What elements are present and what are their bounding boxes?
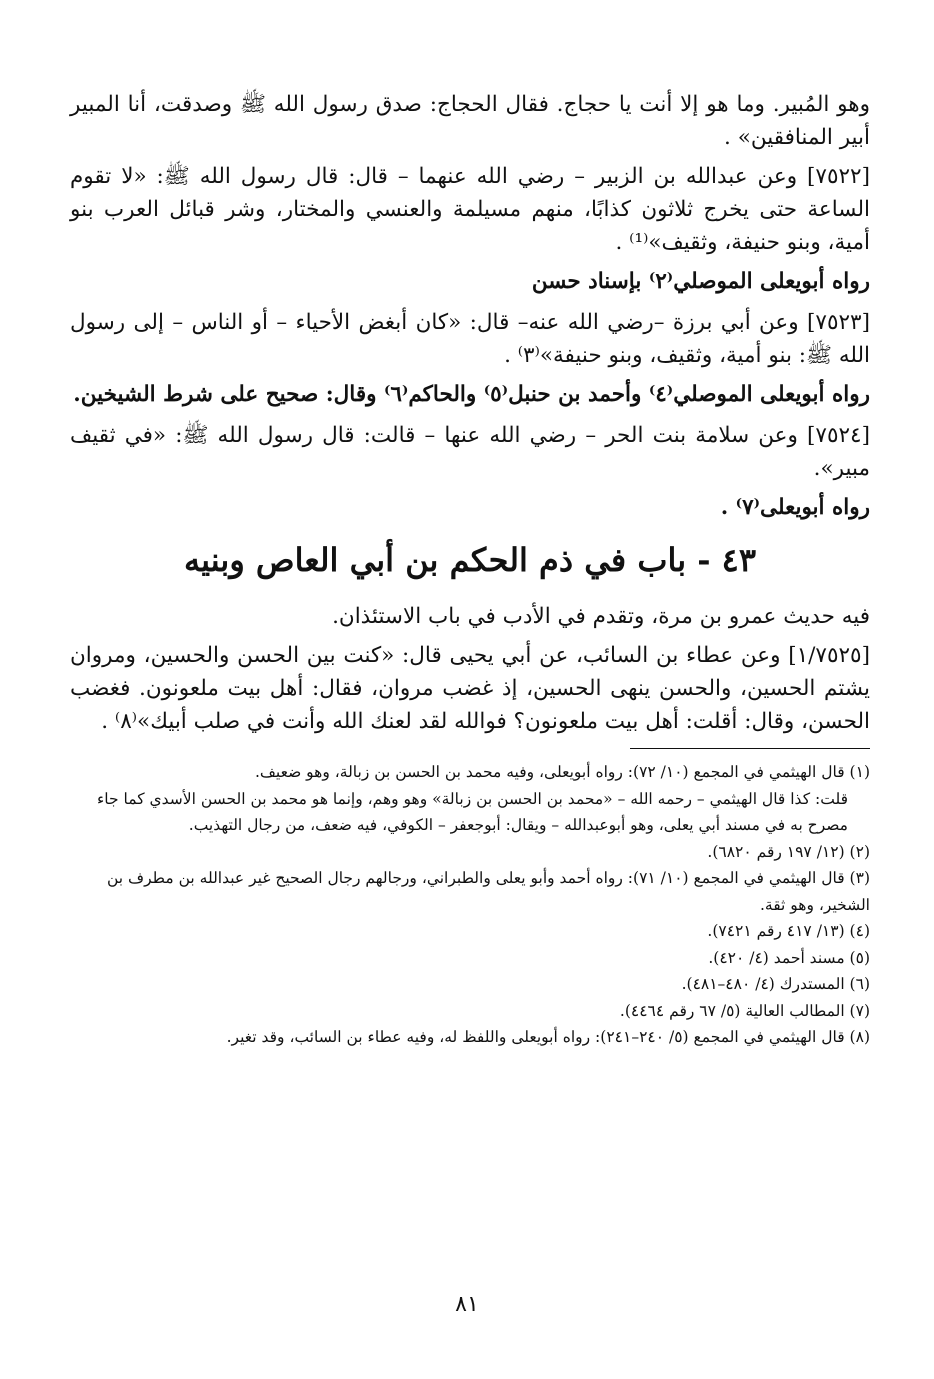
page-body [70,88,870,1051]
footnotes [70,759,870,1051]
paragraph-continuation: وهو المُبير. وما هو إلا أنت يا حجاج. فقال الحجاج: صدق رسول الله ﷺ وصدقت، أنا المبير أبير المنافقين» . [70,92,870,150]
footnote-3: (٣) قال الهيثمي في المجمع (١٠/ ٧١): رواه أحمد وأبو يعلى والطبراني، ورجالهم رجال الصحيح غير عبدالله بن مطرف بن الشخير، وهو ثقة. [107,869,870,914]
chapter-heading: ٤٣ - باب في ذم الحكم بن أبي العاص وبنيه [183,541,757,579]
footnote-8: (٨) قال الهيثمي في المجمع (٥/ ٢٤٠–٢٤١): رواه أبويعلى واللفظ له، وفيه عطاء بن السائب، وقد تغير. [226,1028,870,1046]
source-note-1: رواه أبويعلى الموصلي⁽٢⁾ بإسناد حسن [531,269,870,294]
footnote-separator [630,748,870,749]
source-note-3: رواه أبويعلى⁽٧⁾ . [720,495,870,520]
footnote-7: (٧) المطالب العالية (٥/ ٦٧ رقم ٤٤٦٤). [619,1001,870,1020]
footnote-5: (٥) مسند أحمد (٤/ ٤٢٠). [708,948,870,967]
hadith-7525: [١/٧٥٢٥] وعن عطاء بن السائب، عن أبي يحيى قال: «كنت بين الحسن والحسين، ومروان يشتم الحسين، والحسن ينهى الحسين، إذ غضب مروان، فقال: أهل بيت ملعونون. فغضب الحسن، وقال: أقلت: أهل بيت ملعونون؟ فوالله لقد لعنك الله وأنت في صلب أبيك»⁽٨⁾ . [70,643,870,734]
footnote-6: (٦) المستدرك (٤/ ٤٨٠–٤٨١). [681,975,870,993]
footnote-1: (١) قال الهيثمي في المجمع (١٠/ ٧٢): رواه أبويعلى، وفيه محمد بن الحسن بن زبالة، وهو ضعيف. [254,763,870,781]
hadith-7524: [٧٥٢٤] وعن سلامة بنت الحر – رضي الله عنها – قالت: قال رسول الله ﷺ: «في ثقيف مبير». [70,423,870,481]
page-number: ٨١ [455,1292,479,1317]
chapter-intro: فيه حديث عمرو بن مرة، وتقدم في الأدب في باب الاستئذان. [332,604,870,629]
footnote-2: (٢) (١٢/ ١٩٧ رقم ٦٨٢٠). [707,842,870,861]
footnote-1-continuation: قلت: كذا قال الهيثمي – رحمه الله – «محمد بن الحسن بن زبالة» وهو وهم، وإنما هو محمد بن الحسن الأسدي كما جاء مصرح به في مسند أبي يعلى، وهو أبوعبدالله – ويقال: أبوجعفر – الكوفي، فيه ضعف، من رجال التهذيب. [97,789,848,834]
footnote-4: (٤) (١٣/ ٤١٧ رقم ٧٤٢١). [707,922,870,940]
source-note-2: رواه أبويعلى الموصلي⁽٤⁾ وأحمد بن حنبل⁽٥⁾ والحاكم⁽٦⁾ وقال: صحيح على شرط الشيخين. [73,382,870,407]
hadith-7522: [٧٥٢٢] وعن عبدالله بن الزبير – رضي الله عنهما – قال: قال رسول الله ﷺ: «لا تقوم الساعة حتى يخرج ثلاثون كذابًا، منهم مسيلمة والعنسي والمختار، وشر قبائل العرب بنو أمية، وبنو حنيفة، وثقيف»⁽¹⁾ . [70,164,870,255]
hadith-7523: [٧٥٢٣] وعن أبي برزة –رضي الله عنه– قال: «كان أبغض الأحياء – أو الناس – إلى رسول الله ﷺ: بنو أمية، وثقيف، وبنو حنيفة»⁽٣⁾ . [70,310,870,368]
